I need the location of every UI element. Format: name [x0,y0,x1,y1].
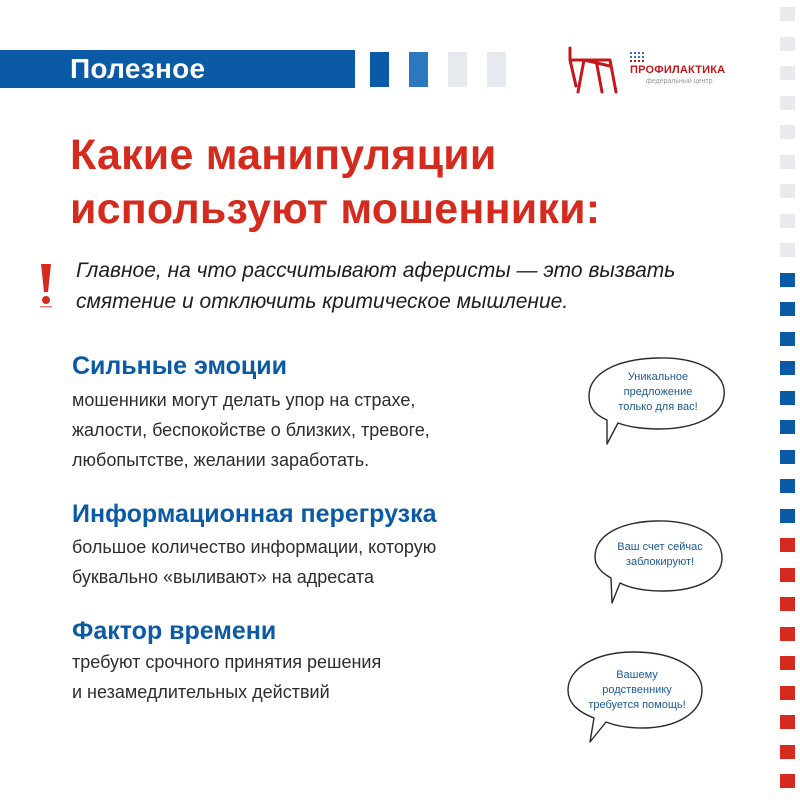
header-square [370,52,389,87]
header-square [409,52,428,87]
section-title: Фактор времени [72,617,277,645]
stripe-square [780,450,795,464]
stripe-square [780,361,795,375]
stripe-square [780,273,795,287]
section-line: мошенники могут делать упор на страхе, [72,390,416,410]
speech-bubble [583,352,733,452]
stripe-square [780,155,795,169]
stripe-square [780,538,795,552]
bubble-text [562,668,712,713]
section-title: Сильные эмоции [72,352,287,380]
bubble-line: требуется помощь! [588,699,686,711]
stripe-square [780,66,795,80]
section-line: и незамедлительных действий [72,682,330,702]
section-text [72,647,381,707]
title-line: Какие манипуляции [70,131,497,179]
stripe-square [780,37,795,51]
stripe-square [780,627,795,641]
page-title [70,128,600,236]
profilaktika-logo [566,46,734,96]
bubble-line: только для вас! [618,401,698,413]
section-line: требуют срочного принятия решения [72,652,382,672]
section-line: большое количество информации, которую [72,537,437,557]
stripe-square [780,656,795,670]
section-line: жалости, беспокойстве о близких, тревоге, [72,420,430,440]
section-line: любопытстве, желании заработать. [72,450,370,470]
section-title: Информационная перегрузка [72,500,437,528]
speech-bubble [590,515,730,610]
stripe-square [780,568,795,582]
logo-subtitle: федеральный центр [646,78,713,85]
side-stripe [777,0,800,800]
chair-logo-icon [566,46,622,96]
stripe-square [780,686,795,700]
stripe-square [780,774,795,788]
stripe-square [780,96,795,110]
section-line: буквально «выливают» на адресата [72,567,374,587]
stripe-square [780,715,795,729]
stripe-square [780,509,795,523]
bubble-text [583,370,733,415]
section-label: Полезное [70,53,206,84]
title-line: используют мошенники: [70,185,601,233]
bubble-line: предложение [623,386,693,398]
bubble-text [590,540,730,570]
stripe-square [780,332,795,346]
stripe-square [780,214,795,228]
header-band [0,50,355,88]
header-square [487,52,506,87]
lead-line: смятение и отключить критическое мышление. [76,290,569,313]
stripe-square [780,302,795,316]
stripe-square [780,745,795,759]
lead-line: Главное, на что рассчитывают аферисты — это вызвать [76,259,676,282]
stripe-square [780,7,795,21]
bubble-line: Ваш счет сейчас [617,541,703,553]
logo-name: ПРОФИЛАКТИКА [630,64,726,76]
stripe-square [780,479,795,493]
lead-text [76,255,756,317]
header-square [448,52,467,87]
stripe-square [780,420,795,434]
bubble-line: Вашему [616,669,658,681]
bubble-line: Уникальное [627,371,689,383]
exclamation-icon [38,262,54,308]
section-text [72,385,430,475]
section-text [72,532,436,592]
bubble-line: заблокируют! [625,556,695,568]
bubble-line: родственнику [602,684,672,696]
stripe-square [780,597,795,611]
stripe-square [780,243,795,257]
speech-bubble [562,648,712,748]
stripe-square [780,391,795,405]
stripe-square [780,184,795,198]
stripe-square [780,125,795,139]
